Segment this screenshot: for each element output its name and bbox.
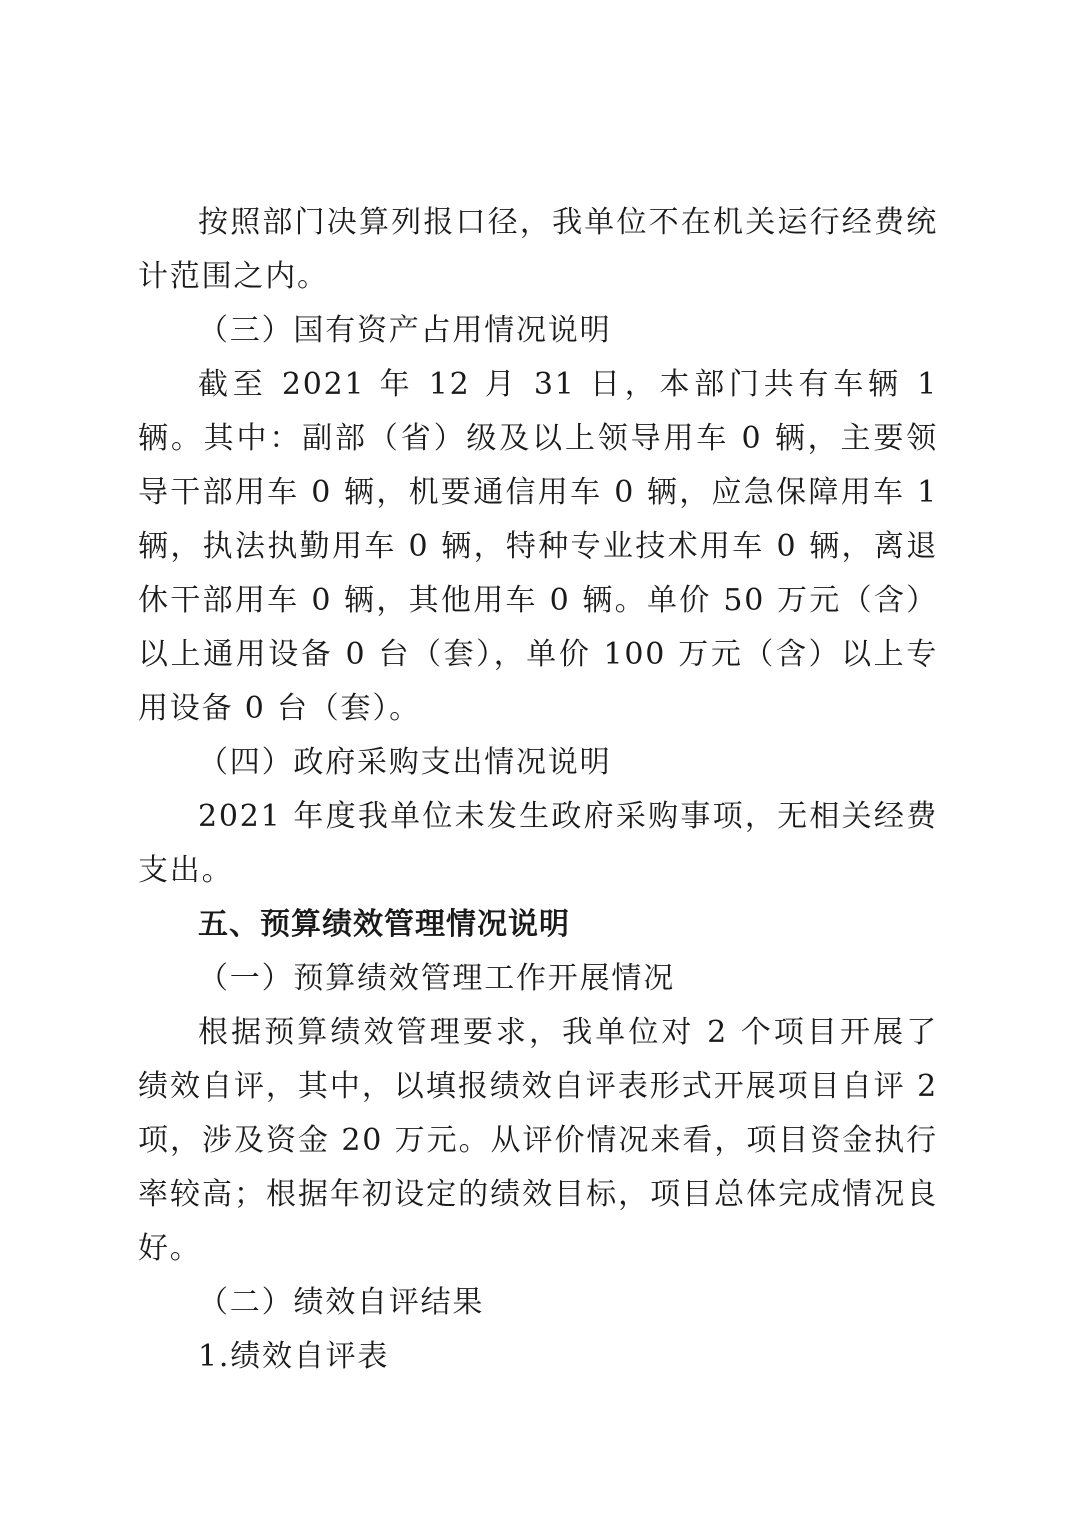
item-self-evaluation-table: 1.绩效自评表 [198,1339,390,1374]
paragraph-state-assets: 截至 2021 年 12 月 31 日，本部门共有车辆 1 辆。其中：副部（省）级及以上领导用车 0 辆，主要领导干部用车 0 辆，机要通信用车 0 辆，应急保障用车 1 辆，执法执勤用车 0 辆，特种专业技术用车 0 辆，离退休干部用车 0 辆，其他用车 0 辆。单价 50 万元（含）以上通用设备 0 台（套），单价 100 万元（含）以上专用设备 0 台（套）。 [138,367,939,726]
section-heading-budget-performance: 五、预算绩效管理情况说明 [198,907,570,942]
document-body [138,196,938,1384]
paragraph-performance-work: 根据预算绩效管理要求，我单位对 2 个项目开展了绩效自评，其中，以填报绩效自评表形式开展项目自评 2 项，涉及资金 20 万元。从评价情况来看，项目资金执行率较高；根据年初设定的绩效目标，项目总体完成情况良好。 [138,1015,938,1266]
paragraph-operating-expenses: 按照部门决算列报口径，我单位不在机关运行经费统计范围之内。 [138,205,938,294]
subheading-self-evaluation-results: （二）绩效自评结果 [198,1285,485,1320]
subheading-government-procurement: （四）政府采购支出情况说明 [198,745,612,780]
subheading-state-assets: （三）国有资产占用情况说明 [198,313,612,348]
subheading-performance-work: （一）预算绩效管理工作开展情况 [198,961,675,996]
paragraph-government-procurement: 2021 年度我单位未发生政府采购事项，无相关经费支出。 [138,799,938,888]
